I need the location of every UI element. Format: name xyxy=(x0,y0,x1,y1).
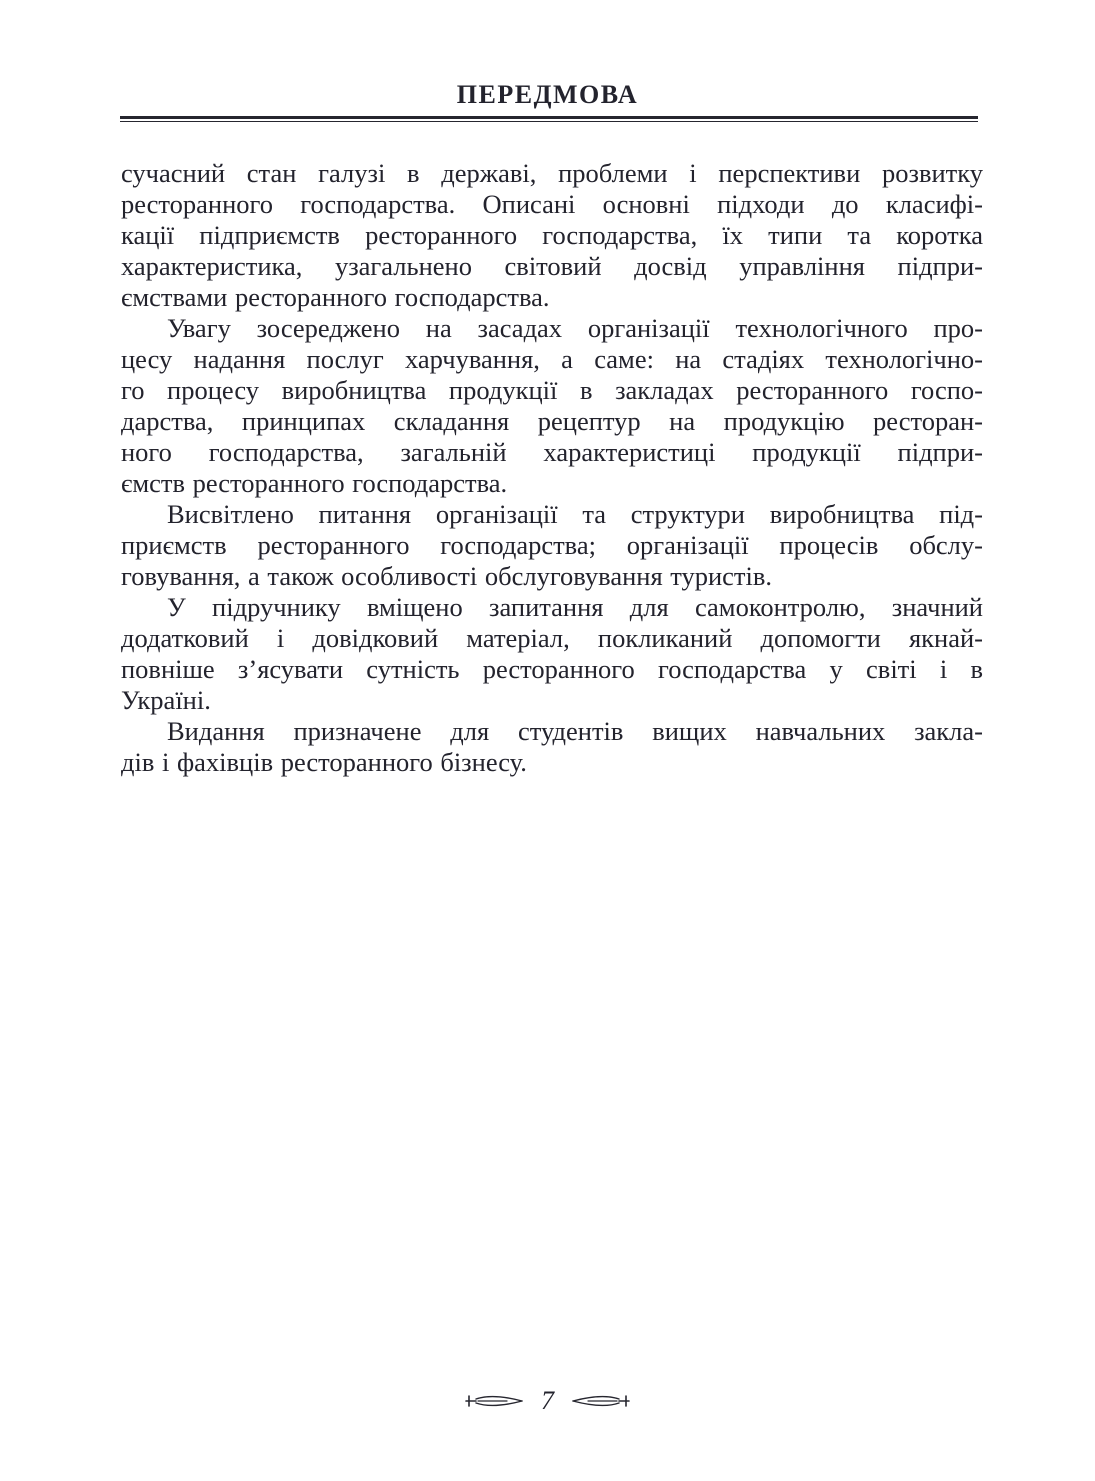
text-line: приємств ресторанного господарства; організації процесів обслу- xyxy=(121,530,983,560)
text-line: цесу надання послуг харчування, а саме: на стадіях технологічно- xyxy=(121,344,983,374)
text-line: сучасний стан галузі в державі, проблеми і перспективи розвитку xyxy=(121,158,983,188)
paragraph xyxy=(121,592,983,716)
page-number: 7 xyxy=(541,1386,554,1415)
text-line: характеристика, узагальнено світовий досвід управління підпри- xyxy=(121,251,983,281)
text-line: У підручнику вміщено запитання для самоконтролю, значний xyxy=(167,592,983,622)
footer-ornament-left-icon xyxy=(465,1393,525,1409)
text-line: кації підприємств ресторанного господарства, їх типи та коротка xyxy=(121,220,983,250)
text-line: ного господарства, загальній характеристиці продукції підпри- xyxy=(121,437,983,467)
text-line: повніше з’ясувати сутність ресторанного господарства у світі і в xyxy=(121,654,983,684)
body-text xyxy=(121,158,983,778)
paragraph xyxy=(121,313,983,499)
text-line: ресторанного господарства. Описані основні підходи до класифі- xyxy=(121,189,983,219)
text-line: Україні. xyxy=(121,685,211,715)
header-double-rule xyxy=(120,116,978,122)
paragraph xyxy=(121,158,983,313)
text-line: говування, а також особливості обслуговування туристів. xyxy=(121,561,773,591)
page-footer xyxy=(0,1386,1095,1416)
text-line: Видання призначене для студентів вищих навчальних закла- xyxy=(167,716,983,746)
page-header-title: ПЕРЕДМОВА xyxy=(456,80,639,109)
text-line: ємствами ресторанного господарства. xyxy=(121,282,550,312)
text-line: дів і фахівців ресторанного бізнесу. xyxy=(121,747,527,777)
text-line: дарства, принципах складання рецептур на продукцію ресторан- xyxy=(121,406,983,436)
paragraph xyxy=(121,716,983,778)
paragraph xyxy=(121,499,983,592)
text-line: додатковий і довідковий матеріал, покликаний допомогти якнай- xyxy=(121,623,983,653)
text-line: Висвітлено питання організації та структури виробництва під- xyxy=(167,499,983,529)
footer-ornament-right-icon xyxy=(570,1393,630,1409)
text-line: го процесу виробництва продукції в закладах ресторанного госпо- xyxy=(121,375,983,405)
text-line: Увагу зосереджено на засадах організації технологічного про- xyxy=(167,313,983,343)
text-line: ємств ресторанного господарства. xyxy=(121,468,508,498)
